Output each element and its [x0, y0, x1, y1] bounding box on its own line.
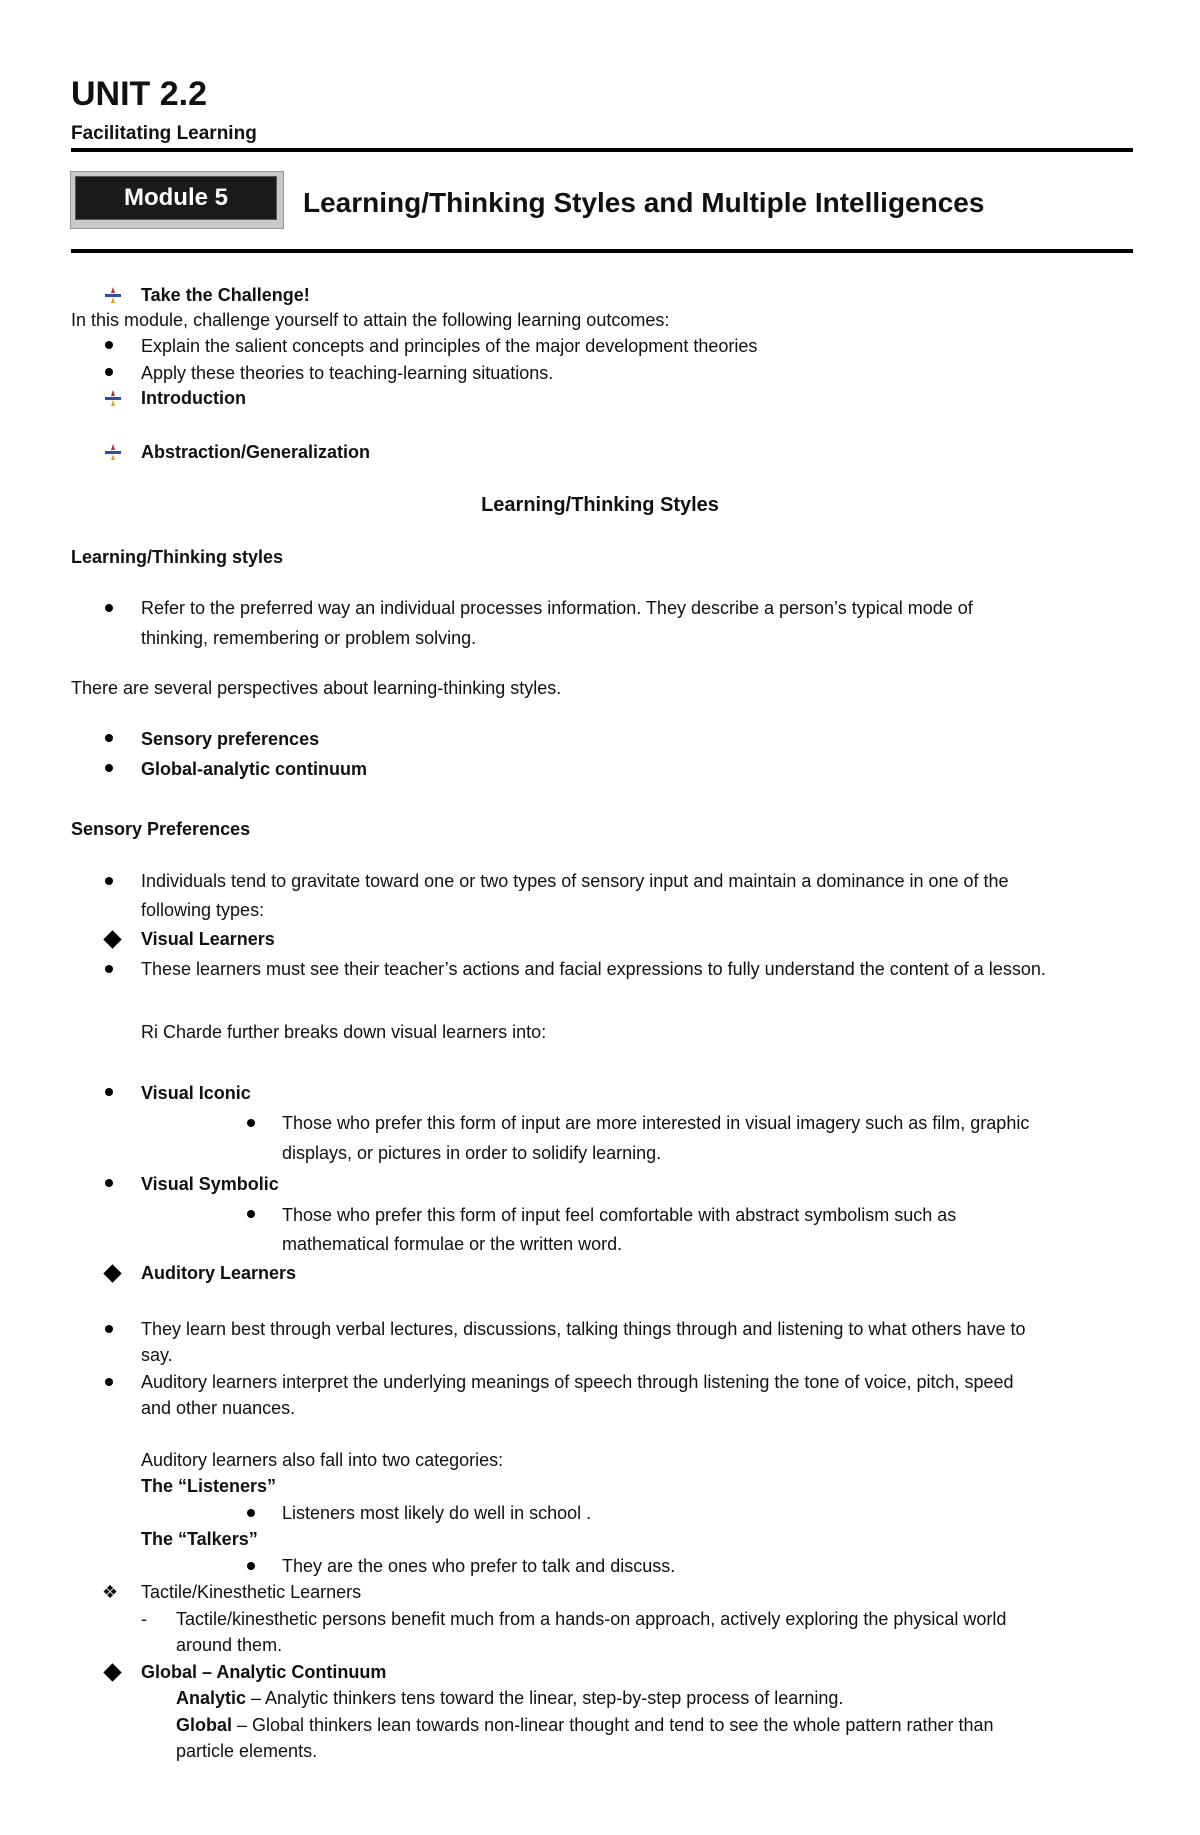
visual-symbolic-heading: Visual Symbolic [141, 1174, 279, 1194]
module-label: Module 5 [123, 184, 228, 211]
diamond-bullet-icon [103, 1264, 121, 1282]
individuals-line-2: following types: [141, 900, 265, 920]
auditory-2-line-2: and other nuances. [141, 1398, 296, 1418]
bullet-dot-icon [105, 1088, 113, 1096]
visual-symbolic-line-2: mathematical formulae or the written word. [282, 1234, 623, 1254]
analytic-label: Analytic [176, 1688, 247, 1708]
bullet-dot-icon [105, 1378, 113, 1386]
visual-iconic-line-2: displays, or pictures in order to solidify learning. [282, 1143, 662, 1163]
challenge-heading: Take the Challenge! [141, 285, 310, 305]
analytic-text: – Analytic thinkers tens toward the linear, step-by-step process of learning. [246, 1688, 844, 1708]
bullet-dot-icon [247, 1509, 255, 1517]
visual-iconic-heading: Visual Iconic [141, 1083, 251, 1103]
perspectives-text: There are several perspectives about learning-thinking styles. [71, 678, 562, 698]
global-analytic-heading: Global – Analytic Continuum [141, 1662, 387, 1682]
tactile-line-1: Tactile/kinesthetic persons benefit much from a hands-on approach, actively exploring the physical world [176, 1609, 1007, 1629]
bullet-dot-icon [247, 1210, 255, 1218]
push-pin-icon [104, 287, 122, 303]
bullet-dot-icon [105, 965, 113, 973]
unit-subtitle: Facilitating Learning [71, 123, 257, 144]
visual-learners-desc: These learners must see their teacher’s actions and facial expressions to fully understand the content of a lesson. [141, 959, 1046, 979]
perspective-1: Sensory preferences [141, 729, 320, 749]
talkers-heading: The “Talkers” [141, 1529, 258, 1549]
bullet-dot-icon [105, 764, 113, 772]
push-pin-icon [104, 444, 122, 460]
module-badge [70, 171, 284, 229]
challenge-text: In this module, challenge yourself to attain the following learning outcomes: [71, 310, 670, 330]
richarde-text: Ri Charde further breaks down visual learners into: [141, 1022, 547, 1042]
header-rule-top [71, 148, 1133, 152]
bullet-dot-icon [247, 1119, 255, 1127]
bullet-dot-icon [247, 1562, 255, 1570]
tactile-heading: Tactile/Kinesthetic Learners [141, 1582, 362, 1602]
bullet-dot-icon [105, 877, 113, 885]
abstraction-heading: Abstraction/Generalization [141, 442, 371, 462]
listeners-desc: Listeners most likely do well in school . [282, 1503, 592, 1523]
refer-line-2: thinking, remembering or problem solving. [141, 628, 477, 648]
section-heading: Learning/Thinking Styles [481, 494, 719, 516]
global-line-2: particle elements. [176, 1741, 318, 1761]
bullet-dot-icon [105, 1179, 113, 1187]
lt-styles-label: Learning/Thinking styles [71, 547, 284, 567]
bullet-dot-icon [105, 368, 113, 376]
push-pin-icon [104, 390, 122, 406]
introduction-heading: Introduction [141, 388, 246, 408]
visual-learners-heading: Visual Learners [141, 929, 275, 949]
diamond-bullet-icon [103, 930, 121, 948]
outcome-1: Explain the salient concepts and principles of the major development theories [141, 336, 758, 356]
header-rule-bottom [71, 249, 1133, 253]
global-line-1 [176, 1714, 994, 1736]
auditory-2-line-1: Auditory learners interpret the underlying meanings of speech through listening the tone of voice, pitch, speed [141, 1372, 1014, 1392]
diamond-bullet-icon [103, 1663, 121, 1681]
bullet-dot-icon [105, 1325, 113, 1333]
auditory-learners-heading: Auditory Learners [141, 1263, 297, 1283]
listeners-heading: The “Listeners” [141, 1476, 277, 1496]
talkers-desc: They are the ones who prefer to talk and discuss. [282, 1556, 676, 1576]
perspective-2: Global-analytic continuum [141, 759, 368, 779]
global-text-1: – Global thinkers lean towards non-linear thought and tend to see the whole pattern rather than [232, 1715, 994, 1735]
auditory-1-line-2: say. [141, 1345, 173, 1365]
unit-title: UNIT 2.2 [71, 75, 208, 113]
auditory-categories: Auditory learners also fall into two categories: [141, 1450, 504, 1470]
auditory-1-line-1: They learn best through verbal lectures, discussions, talking things through and listening to what others have to [141, 1319, 1026, 1339]
visual-symbolic-line-1: Those who prefer this form of input feel comfortable with abstract symbolism such as [282, 1205, 957, 1225]
outcome-2: Apply these theories to teaching-learning situations. [141, 363, 554, 383]
module-title: Learning/Thinking Styles and Multiple Intelligences [303, 187, 985, 218]
bullet-dot-icon [105, 604, 113, 612]
visual-iconic-line-1: Those who prefer this form of input are more interested in visual imagery such as film, graphic [282, 1113, 1030, 1133]
bullet-dot-icon [105, 341, 113, 349]
tactile-line-2: around them. [176, 1635, 283, 1655]
bullet-dot-icon [105, 734, 113, 742]
refer-line-1: Refer to the preferred way an individual processes information. They describe a person’s typical mode of [141, 598, 973, 618]
tactile-dash: - [141, 1609, 147, 1629]
four-point-star-icon: ❖ [102, 1582, 119, 1602]
global-label: Global [176, 1715, 233, 1735]
sensory-heading: Sensory Preferences [71, 819, 251, 839]
individuals-line-1: Individuals tend to gravitate toward one or two types of sensory input and maintain a dominance in one of the [141, 871, 1009, 891]
analytic-line [176, 1687, 843, 1709]
